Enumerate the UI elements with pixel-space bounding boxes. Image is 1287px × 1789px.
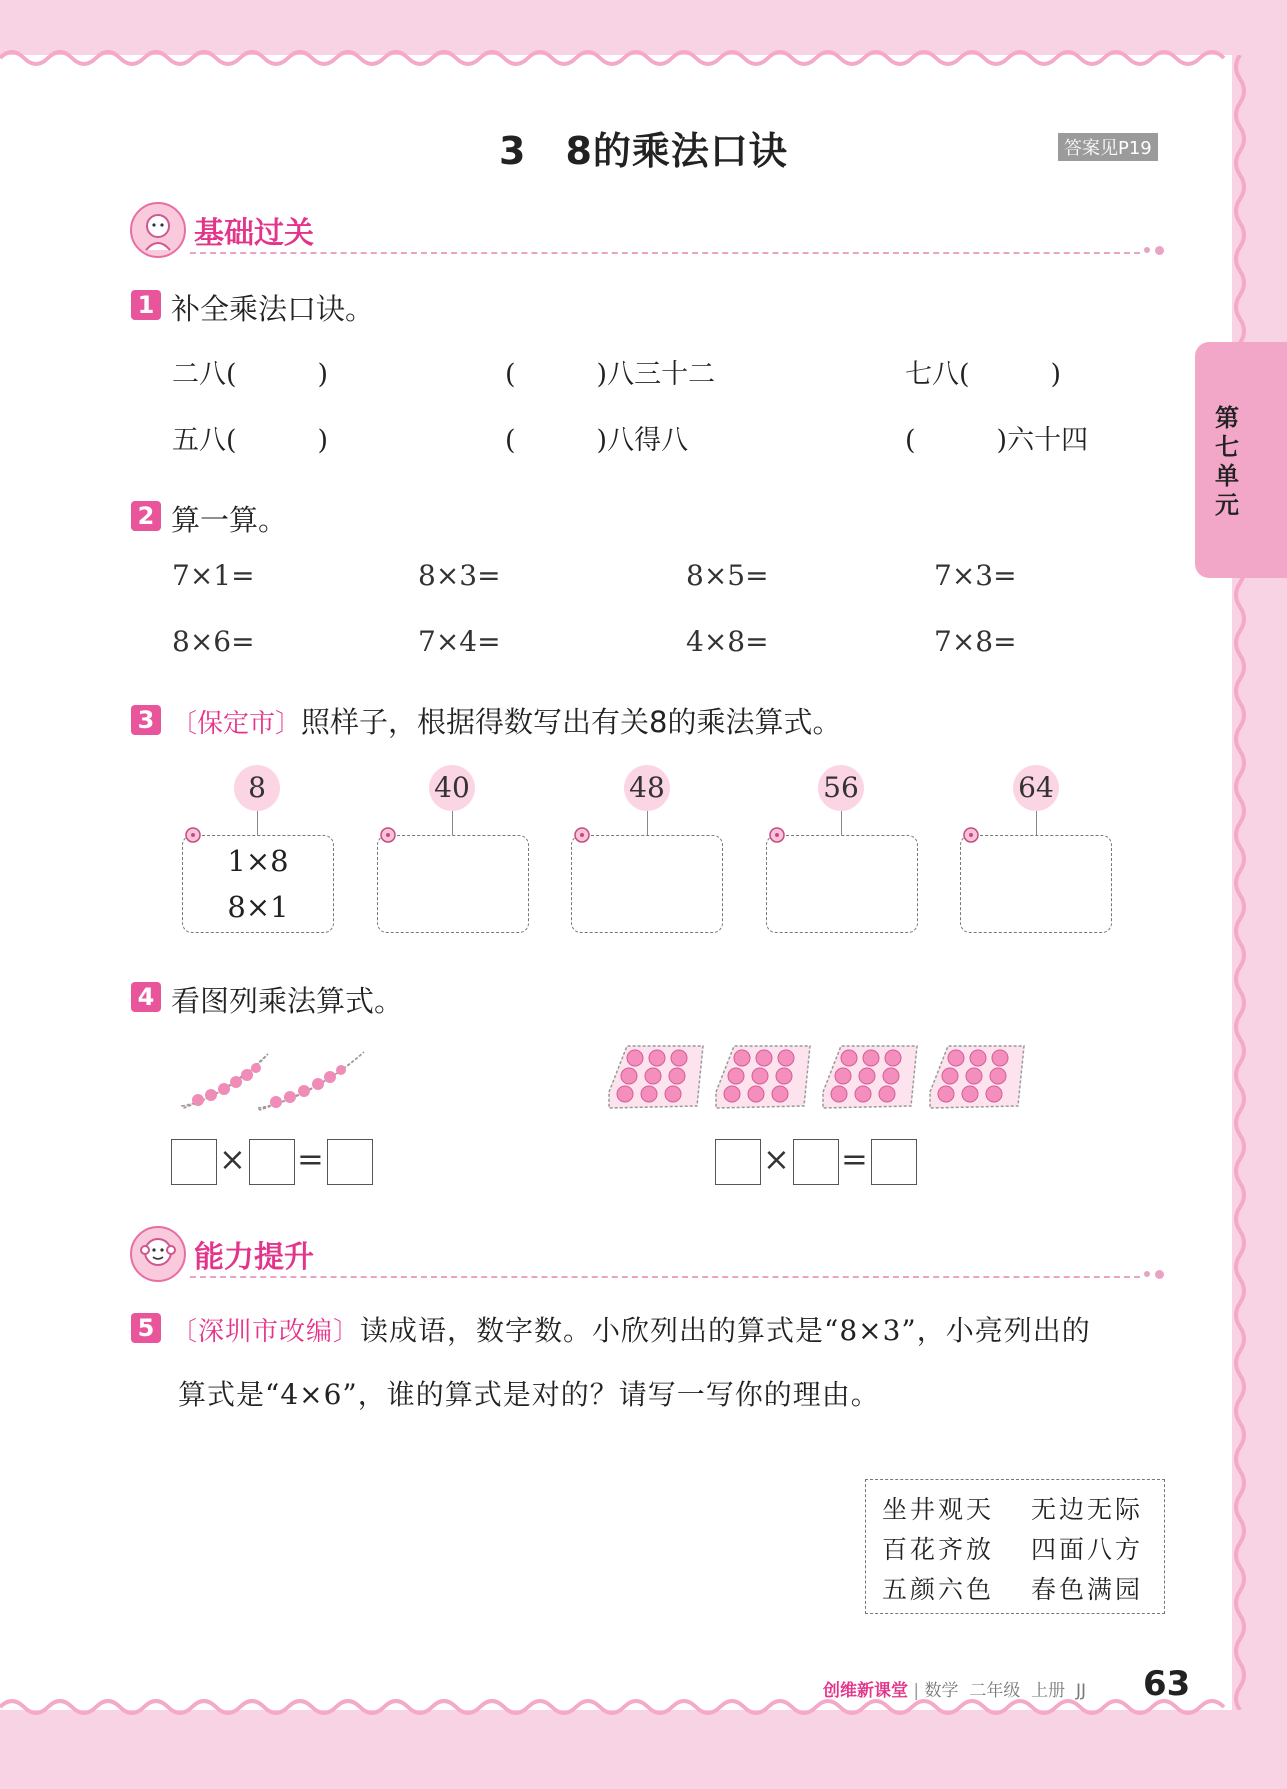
page-title: 3 8的乘法口诀 [499,129,788,173]
q1-item-4[interactable]: 五八( ) [172,425,329,456]
question-1-prompt: 补全乘法口诀。 [171,292,375,326]
q4-right-factor-1-box[interactable] [715,1139,761,1185]
q2-item-1[interactable]: 7×1= [172,559,255,592]
question-number-5: 5 [131,1313,161,1343]
question-4-prompt: 看图列乘法算式。 [171,984,404,1018]
product-circle-1: 8 [234,765,280,811]
flower-icon [377,826,399,844]
question-3-prompt-line [171,700,841,741]
idiom-4: 四面八方 [1031,1535,1144,1564]
footer-edition: JJ [1075,1681,1087,1701]
q1-item-1[interactable]: 二八( ) [172,359,329,390]
answer-box-3[interactable] [571,835,723,933]
question-2-prompt: 算一算。 [171,503,288,537]
product-circle-3: 48 [624,765,670,811]
fruit-trays-icon [605,1036,1025,1120]
product-circle-2: 40 [429,765,475,811]
question-number-2: 2 [131,501,161,531]
pea-pods-icon [178,1040,370,1112]
page-number: 63 [1143,1664,1191,1704]
section-title-basic: 基础过关 [194,216,314,251]
footer-volume: 上册 [1031,1681,1066,1701]
q2-item-5[interactable]: 8×6= [172,625,255,658]
question-5-text-2: 算式是“4×6”，谁的算式是对的？请写一写你的理由。 [178,1378,880,1411]
section-title-advanced: 能力提升 [194,1240,314,1275]
answer-reference-tag: 答案见P19 [1058,133,1158,161]
answer-box-5[interactable] [960,835,1112,933]
q2-item-2[interactable]: 8×3= [418,559,501,592]
question-number-4: 4 [131,982,161,1012]
right-wave-border [1232,55,1287,1710]
footer-grade: 二年级 [969,1681,1021,1701]
q2-item-3[interactable]: 8×5= [686,559,769,592]
footer-brand: 创维新课堂 [823,1681,908,1701]
q2-item-4[interactable]: 7×3= [934,559,1017,592]
unit-side-tab [1195,342,1287,578]
q4-left-factor-1-box[interactable] [171,1139,217,1185]
q4-right-times-sign: × [763,1140,790,1178]
top-wave-border [0,40,1232,70]
q2-item-8[interactable]: 7×8= [934,625,1017,658]
product-circle-4: 56 [818,765,864,811]
question-3-prompt: 照样子，根据得数写出有关8的乘法算式。 [301,705,842,739]
idiom-5: 五颜六色 [882,1575,995,1604]
q1-item-3[interactable]: 七八( ) [905,359,1062,390]
q2-item-6[interactable]: 7×4= [418,625,501,658]
q4-left-factor-2-box[interactable] [249,1139,295,1185]
q1-item-6[interactable]: ( )六十四 [905,425,1089,456]
q4-left-product-box[interactable] [327,1139,373,1185]
section-header-advanced [130,1224,1170,1282]
section-header-basic [130,200,1170,258]
cartoon-character-icon [130,202,186,258]
q4-right-product-box[interactable] [871,1139,917,1185]
example-equation-2: 8×1 [227,890,289,924]
product-circle-5: 64 [1013,765,1059,811]
footer-subject: 数学 [924,1681,959,1701]
flower-icon [182,826,204,844]
question-5-line-1 [171,1309,1091,1349]
answer-box-2[interactable] [377,835,529,933]
question-3-region: 〔保定市〕 [171,709,302,739]
question-number-3: 3 [131,705,161,735]
question-5-text-1: 读成语，数字数。小欣列出的算式是“8×3”，小亮列出的 [360,1314,1091,1347]
q1-item-2[interactable]: ( )八三十二 [505,359,716,390]
flower-icon [571,826,593,844]
footer: 创维新课堂 | 数学 二年级 上册 JJ [823,1681,1087,1701]
q4-right-factor-2-box[interactable] [793,1139,839,1185]
q4-left-times-sign: × [219,1140,246,1178]
q4-left-equals-sign: = [297,1140,324,1178]
question-5-region: 〔深圳市改编〕 [171,1317,361,1347]
flower-icon [960,826,982,844]
example-equation-1: 1×8 [227,844,289,878]
cartoon-monkey-icon [130,1226,186,1282]
question-number-1: 1 [131,290,161,320]
flower-icon [766,826,788,844]
answer-box-4[interactable] [766,835,918,933]
answer-box-1 [182,835,334,933]
idiom-3: 百花齐放 [882,1535,995,1564]
idiom-2: 无边无际 [1031,1495,1144,1524]
idiom-6: 春色满园 [1031,1575,1144,1604]
q2-item-7[interactable]: 4×8= [686,625,769,658]
unit-side-tab-label: 第七单元 [1215,404,1239,519]
q4-right-equals-sign: = [841,1140,868,1178]
q1-item-5[interactable]: ( )八得八 [505,425,689,456]
idiom-1: 坐井观天 [882,1495,995,1524]
